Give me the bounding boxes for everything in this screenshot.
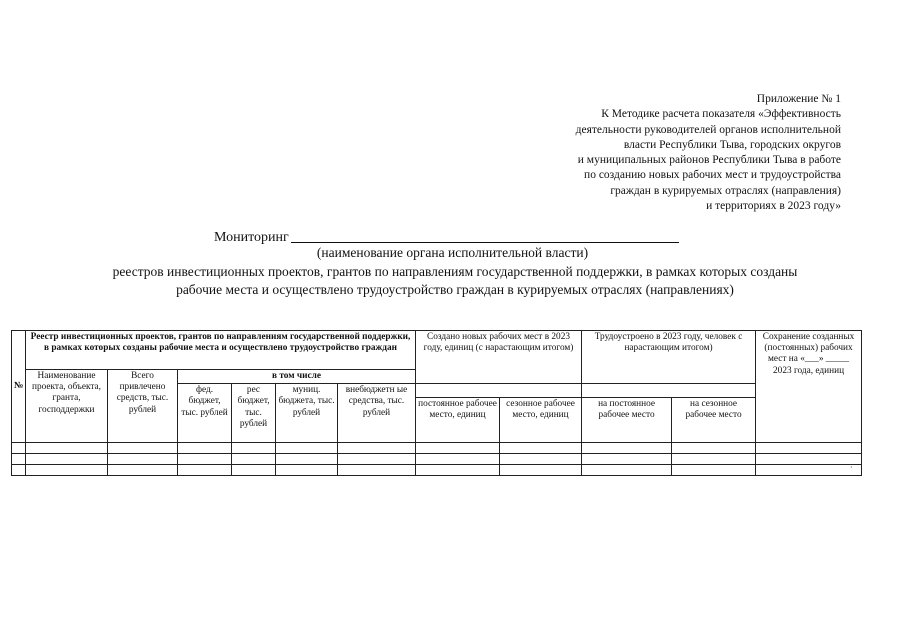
table-row [12, 465, 862, 476]
appendix-line: К Методике расчета показателя «Эффективность [601, 108, 841, 121]
appendix-line: по созданию новых рабочих мест и трудоустройства [584, 169, 841, 182]
table-row [12, 443, 862, 454]
table-cell[interactable] [416, 443, 500, 454]
table-cell[interactable] [26, 454, 108, 465]
table-cell[interactable] [756, 454, 862, 465]
republic-budget-header: рес бюджет, тыс. рублей [232, 384, 276, 443]
table-cell[interactable] [108, 443, 178, 454]
table-cell[interactable] [276, 443, 338, 454]
table-cell[interactable] [756, 443, 862, 454]
appendix-block [421, 92, 841, 214]
table-cell[interactable] [338, 454, 416, 465]
employed-seasonal-header: на сезонное рабочее место [672, 398, 756, 443]
table-cell[interactable] [178, 443, 232, 454]
appendix-line: Приложение № 1 [756, 93, 841, 105]
table-cell[interactable] [26, 443, 108, 454]
organ-caption: (наименование органа исполнительной власти) [316, 245, 589, 260]
created-seasonal-header: сезонное рабочее место, единиц [500, 398, 582, 443]
extrabudgetary-header: внебюджетн ые средства, тыс. рублей [338, 384, 416, 443]
registry-title-line: реестров инвестиционных проектов, грантов по направлениям государственной поддержки, в рамках которых созданы [112, 264, 798, 279]
table-cell[interactable] [232, 454, 276, 465]
table-cell[interactable] [178, 454, 232, 465]
table-cell[interactable] [416, 465, 500, 476]
including-header: в том числе [178, 370, 416, 384]
table-cell[interactable] [500, 465, 582, 476]
total-funds-header: Всего привлечено средств, тыс. рублей [108, 370, 178, 443]
organ-name-blank [291, 228, 679, 243]
table-cell[interactable] [672, 465, 756, 476]
municipal-budget-header: муниц. бюджета, тыс. рублей [276, 384, 338, 443]
table-cell[interactable] [672, 454, 756, 465]
appendix-line: деятельности руководителей органов исполнительной [575, 123, 841, 136]
table-cell[interactable] [582, 465, 672, 476]
table-cell[interactable] [338, 465, 416, 476]
table-cell[interactable] [276, 454, 338, 465]
registry-group-header: Реестр инвестиционных проектов, грантов по направлениям государственной поддержки, в рамках которых созданы рабочие места и осуществлено трудоустройство граждан [26, 331, 416, 370]
monitoring-label: Мониторинг [214, 230, 289, 245]
table-cell[interactable] [582, 454, 672, 465]
table-cell[interactable] [12, 454, 26, 465]
monitoring-heading [214, 228, 679, 246]
table-cell[interactable] [276, 465, 338, 476]
appendix-line: и территориях в 2023 году» [706, 200, 841, 213]
appendix-line: власти Республики Тыва, городских округов [623, 138, 841, 151]
table-cell[interactable] [108, 454, 178, 465]
table-cell[interactable] [500, 443, 582, 454]
table-cell[interactable] [12, 465, 26, 476]
created-permanent-header: постоянное рабочее место, единиц [416, 398, 500, 443]
table-cell[interactable] [178, 465, 232, 476]
appendix-line: граждан в курируемых отраслях (направления) [610, 184, 841, 197]
retained-jobs-header: Сохранение созданных (постоянных) рабочих мест на «___» _____ 2023 года, единиц [756, 331, 862, 443]
table-cell[interactable] [416, 454, 500, 465]
employed-spacer [582, 384, 756, 398]
stray-mark: · [850, 463, 853, 472]
table-cell[interactable] [338, 443, 416, 454]
table-cell[interactable] [582, 443, 672, 454]
table-cell[interactable] [756, 465, 862, 476]
appendix-line: и муниципальных районов Республики Тыва в работе [577, 154, 841, 167]
employed-group-header: Трудоустроено в 2023 году, человек с нарастающим итогом) [582, 331, 756, 384]
table-row [12, 454, 862, 465]
table-cell[interactable] [108, 465, 178, 476]
created-jobs-group-header: Создано новых рабочих мест в 2023 году, единиц (с нарастающим итогом) [416, 331, 582, 384]
federal-budget-header: фед. бюджет, тыс. рублей [178, 384, 232, 443]
table-cell[interactable] [500, 454, 582, 465]
employed-permanent-header: на постоянное рабочее место [582, 398, 672, 443]
created-jobs-spacer [416, 384, 582, 398]
registry-table [11, 330, 862, 476]
registry-title-line: рабочие места и осуществлено трудоустройство граждан в курируемых отраслях (направлениях) [176, 282, 734, 297]
project-name-header: Наименование проекта, объекта, гранта, господдержки [26, 370, 108, 443]
table-cell[interactable] [672, 443, 756, 454]
registry-title [40, 263, 870, 299]
col-number-header: № [12, 331, 26, 443]
table-cell[interactable] [26, 465, 108, 476]
table-cell[interactable] [12, 443, 26, 454]
table-cell[interactable] [232, 465, 276, 476]
table-cell[interactable] [232, 443, 276, 454]
